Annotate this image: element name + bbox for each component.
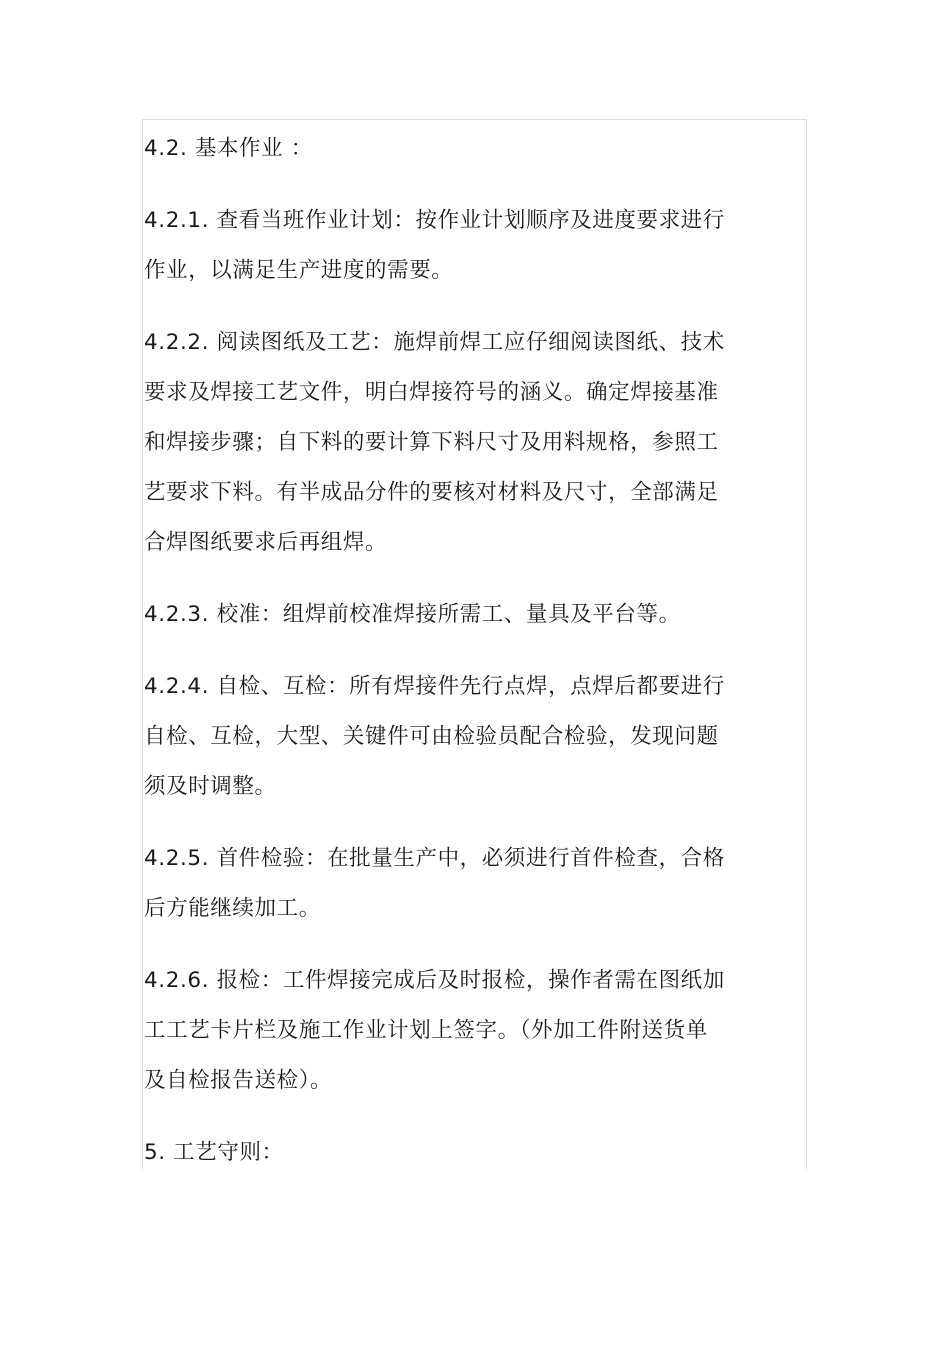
text-line: 4.2.6. 报检：工件焊接完成后及时报检，操作者需在图纸加 [144,968,725,993]
text-line: 和焊接步骤；自下料的要计算下料尺寸及用料规格，参照工 [144,430,719,455]
text-line: 4.2.2. 阅读图纸及工艺：施焊前焊工应仔细阅读图纸、技术 [144,330,725,355]
paragraph-4-2-3 [144,590,744,640]
text-line: 4.2.5. 首件检验：在批量生产中，必须进行首件检查，合格 [144,846,725,871]
paragraph-4-2-1 [144,196,744,296]
text-line: 工工艺卡片栏及施工作业计划上签字。（外加工件附送货单 [144,1018,708,1043]
text-line: 艺要求下料。有半成品分件的要核对材料及尺寸，全部满足 [144,480,719,505]
section-heading-5 [144,1128,744,1178]
text-line: 4.2.4. 自检、互检：所有焊接件先行点焊，点焊后都要进行 [144,674,725,699]
paragraph-4-2-6 [144,956,744,1106]
text-line: 及自检报告送检）。 [144,1068,333,1093]
paragraph-4-2-5 [144,834,744,934]
document-body [144,124,744,1200]
text-line: 4.2. 基本作业 ： [144,136,313,161]
text-line: 5. 工艺守则： [144,1140,284,1165]
text-line: 自检、互检，大型、关键件可由检验员配合检验，发现问题 [144,724,719,749]
paragraph-4-2-2 [144,318,744,568]
text-line: 4.2.3. 校准：组焊前校准焊接所需工、量具及平台等。 [144,602,681,627]
section-heading-4-2 [144,124,744,174]
text-line: 作业，以满足生产进度的需要。 [144,258,454,283]
text-line: 要求及焊接工艺文件，明白焊接符号的涵义。确定焊接基准 [144,380,719,405]
text-line: 合焊图纸要求后再组焊。 [144,530,388,555]
text-line: 4.2.1. 查看当班作业计划：按作业计划顺序及进度要求进行 [144,208,725,233]
paragraph-4-2-4 [144,662,744,812]
text-line: 须及时调整。 [144,774,277,799]
text-line: 后方能继续加工。 [144,896,321,921]
